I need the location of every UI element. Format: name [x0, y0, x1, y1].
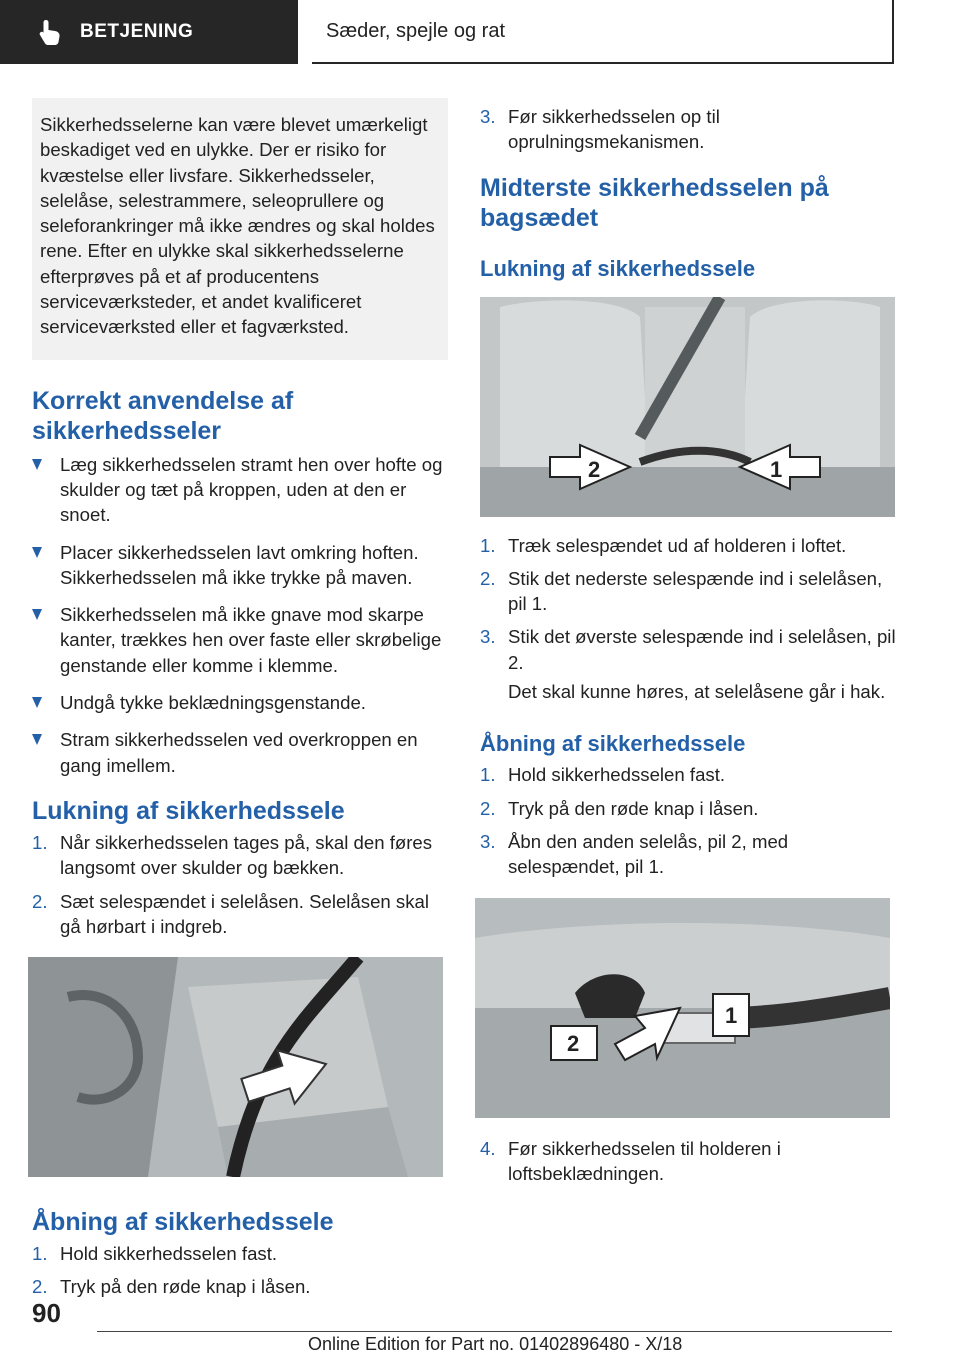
list-item: 3. Åbn den anden selelås, pil 2, med selespændet, pil 1.	[480, 830, 789, 878]
arrow-label: 2	[567, 1030, 580, 1056]
open-belt-steps	[32, 1241, 448, 1300]
section-title: BETJENING	[80, 21, 194, 42]
arrow-label: 1	[725, 1002, 738, 1028]
heading-open-belt: Åbning af sikkerhedssele	[32, 1208, 334, 1237]
list-item: Sikkerhedsselen må ikke gnave mod skarpe kanter, trækkes hen over faste eller skrøbelige genstande eller komme i klemme.	[32, 602, 448, 678]
list-item: Læg sikkerhedsselen stramt hen over hofte og skulder og tæt på kroppen, uden at den er snoet.	[32, 452, 448, 528]
footer-divider	[97, 1331, 892, 1332]
chapter-title: Sæder, spejle og rat	[326, 19, 505, 42]
arrow-label: 1	[770, 456, 783, 482]
arrow-label: 2	[588, 456, 601, 482]
middle-open-steps	[480, 762, 896, 879]
triangle-bullet-icon	[32, 697, 42, 708]
page-header	[0, 0, 960, 66]
list-item: 1. Træk selespændet ud af holderen i loftet.	[480, 534, 847, 556]
front-seat-belt-photo	[28, 957, 443, 1177]
list-item: 3. Før sikkerhedsselen op til oprulningsmekanismen.	[480, 106, 720, 153]
list-item: 2. Tryk på den røde knap i låsen.	[32, 1276, 311, 1298]
triangle-bullet-icon	[32, 734, 42, 745]
correct-use-list	[32, 452, 448, 778]
list-item: 2. Tryk på den røde knap i låsen.	[480, 797, 759, 819]
heading-middle-open: Åbning af sikkerhedssele	[480, 731, 746, 757]
close-belt-steps	[32, 830, 448, 939]
triangle-bullet-icon	[32, 547, 42, 558]
list-item: 1. Hold sikkerhedsselen fast.	[480, 764, 726, 786]
list-item: 3. Stik det øverste selespænde ind i selelåsen, pil 2.	[480, 626, 896, 673]
page-number: 90	[32, 1298, 61, 1328]
warning-box	[32, 98, 448, 360]
list-item: Placer sikkerhedsselen lavt omkring hoften. Sikkerhedsselen må ikke trykke på maven.	[32, 540, 448, 591]
heading-close-belt: Lukning af sikkerhedssele	[32, 796, 345, 825]
right-column	[480, 98, 896, 1194]
rear-middle-belt-open-photo	[475, 898, 890, 1118]
heading-middle-belt: Midterste sikkerhedsselen på bagsædet	[480, 173, 829, 232]
triangle-bullet-icon	[32, 609, 42, 620]
heading-middle-close: Lukning af sikkerhedssele	[480, 255, 756, 281]
top-step-list	[480, 104, 896, 155]
left-column	[32, 98, 448, 1308]
list-item: 1. Hold sikkerhedsselen fast.	[32, 1243, 278, 1265]
edition-text: Online Edition for Part no. 01402896480 - X/18	[308, 1334, 683, 1354]
list-item: 2. Sæt selespændet i selelåsen. Selelåsen skal gå hørbart i indgreb.	[32, 890, 429, 937]
list-item: Undgå tykke beklædningsgenstande.	[32, 690, 448, 715]
last-step-list	[480, 1136, 896, 1187]
chapter-tab	[312, 0, 894, 64]
heading-correct-use: Korrekt anvendelse af sikkerhedsseler	[32, 386, 294, 445]
section-tab	[0, 0, 298, 64]
warning-text: Sikkerhedsselerne kan være blevet umærkeligt beskadiget ved en ulykke. Der er risiko for kvæstelse eller livsfare. Sikkerhedsseler, selelåse, selestrammere, seleoprullere og seleforankringer må ikke ændres og skal holdes rene. Efter en ulykke skal sikkerhedsselerne efterprøves på et af producentens serviceværksteder, et andet kvalificeret serviceværksted eller et fagværksted.	[40, 114, 435, 338]
rear-middle-belt-close-photo	[480, 297, 895, 517]
middle-close-steps	[480, 533, 896, 675]
list-item: Stram sikkerhedsselen ved overkroppen en gang imellem.	[32, 727, 448, 778]
pointing-hand-icon	[36, 18, 64, 46]
triangle-bullet-icon	[32, 459, 42, 470]
list-item: 4. Før sikkerhedsselen til holderen i loftsbeklædningen.	[480, 1137, 781, 1184]
list-item: 2. Stik det nederste selespænde ind i selelåsen, pil 1.	[480, 567, 883, 615]
list-item: 1. Når sikkerhedsselen tages på, skal den føres langsomt over skulder og bækken.	[32, 831, 433, 879]
step-note: Det skal kunne høres, at selelåsene går i hak.	[508, 681, 886, 703]
